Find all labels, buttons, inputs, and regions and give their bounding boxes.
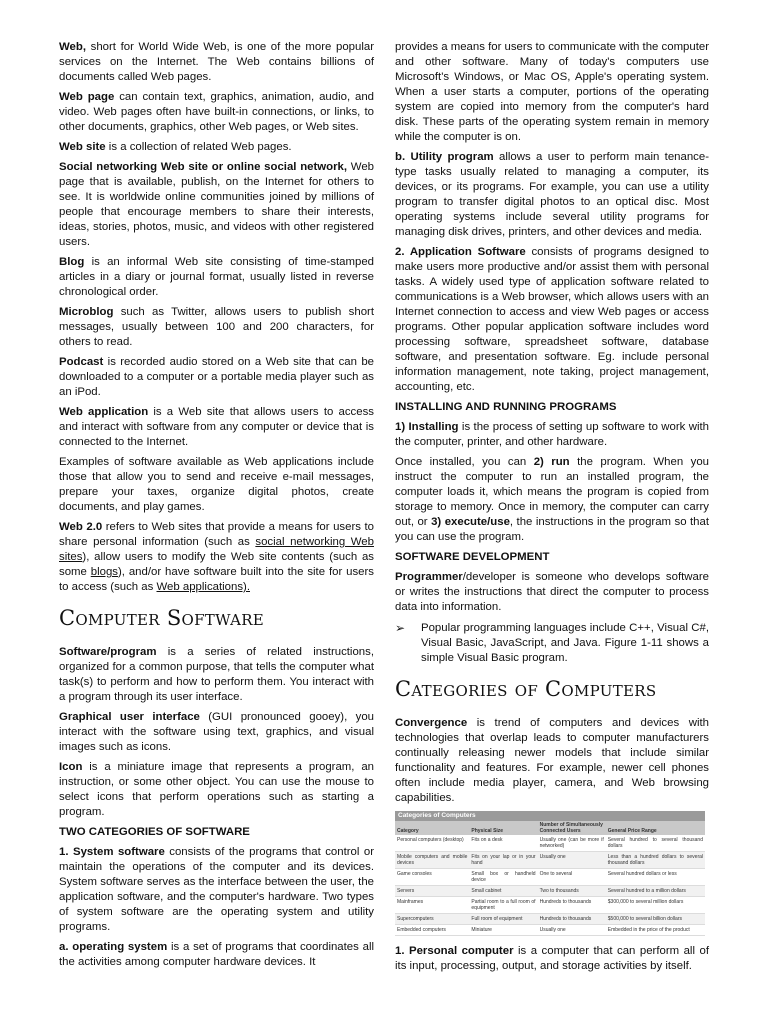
paragraph-os-continued: provides a means for users to communicate with the computer and other software. Many of today's computers use Microsoft's Windows, or Mac OS, Apple's operating system. When a user starts a computer, portions of the operating system are copied into memory from the computer's hard disk. These parts of the operating system remain in memory while the computer is on. <box>395 41 710 143</box>
subhead-software-development: SOFTWARE DEVELOPMENT <box>395 551 550 563</box>
table-cell: Game consoles <box>395 869 469 886</box>
paragraph-web-page <box>59 90 374 135</box>
term-operating-system: a. operating system <box>59 941 168 953</box>
paragraph-application-software <box>395 245 709 395</box>
table-cell: Partial room to a full room of equipment <box>469 897 537 914</box>
heading-categories-of-computers: Categories of Computers <box>395 677 657 701</box>
table-header-cell: Category <box>395 821 469 835</box>
term-social-network: Social networking Web site or online social network, <box>59 161 348 173</box>
table-header-row <box>395 821 705 835</box>
table-cell: Miniature <box>469 925 537 936</box>
table-row <box>395 914 705 925</box>
paragraph-run <box>395 455 709 545</box>
paragraph-operating-system <box>59 940 374 970</box>
paragraph-blog <box>59 255 374 300</box>
text: allows a user to perform main tenance-type tasks usually related to managing a computer, its devices, or its programs. For example, you can use a utility program to transfer digital photos to an optical disc. Most operating systems include several utility programs for managing disk drives, printers, and other devices and media. <box>395 151 710 238</box>
text: is an informal Web site consisting of time-stamped articles in a diary or journal format, usually listed in reverse chronological order. <box>59 256 374 298</box>
text: consists of the programs that control or maintain the operations of the computer and its devices. System software serves as the interface between the user, the application software, and the computer's hardware. Two types of system software are the operating system and utility programs. <box>59 846 374 933</box>
paragraph-web <box>59 40 374 85</box>
table-cell: Several hundred dollars or less <box>606 869 705 886</box>
text: the program. When you instruct the computer to run an installed program, the computer loads it, which means the program is copied from storage to memory. Once in memory, the computer can carry out, or <box>395 456 709 528</box>
table-header-cell: General Price Range <box>606 821 705 835</box>
table-cell: Small cabinet <box>469 886 537 897</box>
paragraph-programmer <box>395 570 709 615</box>
term-installing: 1) Installing <box>395 421 459 433</box>
text: Web page that is available, publish, on the Internet for others to see. It is worldwide online communities joined by millions of people that encourage members to share their interests, ideas, stories, photos, music, and videos with other registered users. <box>59 161 374 248</box>
text: ), allow users to modify the Web site contents (such as some <box>59 551 374 578</box>
paragraph-social-network <box>59 160 374 250</box>
table-row <box>395 897 705 914</box>
categories-table <box>395 811 705 936</box>
text: can contain text, graphics, animation, audio, and video. Web pages often have built-in connections, or links, to other documents, graphics, other Web pages, or Web sites. <box>59 91 374 133</box>
table-header-cell: Number of Simultaneously Connected Users <box>538 821 606 835</box>
table-cell: Personal computers (desktop) <box>395 835 469 852</box>
table-header-cell: Physical Size <box>469 821 537 835</box>
text: ), and/or have software built into the site for users to access (such as <box>59 566 374 593</box>
table-cell: Usually one (can be more if networked) <box>538 835 606 852</box>
term-blog: Blog <box>59 256 85 268</box>
paragraph-personal-computer <box>395 944 709 974</box>
table-cell: $500,000 to several billion dollars <box>606 914 705 925</box>
table-row <box>395 886 705 897</box>
table-row <box>395 852 705 869</box>
term-web-2: Web 2.0 <box>59 521 103 533</box>
text: refers to Web sites that provide a means for users to share personal information (such as <box>59 521 374 548</box>
paragraph-convergence <box>395 716 709 806</box>
paragraph-system-software <box>59 845 374 935</box>
text: /developer is someone who develops software or writes the instructions that direct the computer to process data into information. <box>395 571 709 613</box>
term-run: 2) run <box>533 456 570 468</box>
link-social-networking: social networking Web sites <box>59 536 374 563</box>
text: short for World Wide Web, is one of the more popular services on the Internet. The Web contains billions of documents called Web pages. <box>59 41 374 83</box>
text: is recorded audio stored on a Web site that can be downloaded to a computer or a portable media player such as an iPod. <box>59 356 374 398</box>
term-execute: 3) execute/use <box>431 516 510 528</box>
term-personal-computer: 1. Personal computer <box>395 945 514 957</box>
term-gui: Graphical user interface <box>59 711 200 723</box>
text: is a collection of related Web pages. <box>105 141 292 153</box>
text: is a Web site that allows users to access and interact with software from any computer or device that is connected to the Internet. <box>59 406 374 448</box>
link-blogs: blogs <box>90 566 118 578</box>
term-icon: Icon <box>59 761 83 773</box>
categories-table-figure <box>395 811 705 936</box>
text: Once installed, you can <box>395 456 534 468</box>
paragraph-podcast <box>59 355 374 400</box>
subhead-installing: INSTALLING AND RUNNING PROGRAMS <box>395 401 617 413</box>
table-cell: Several hundred to a million dollars <box>606 886 705 897</box>
text: consists of programs designed to make users more productive and/or assist them with personal tasks. A widely used type of application software related to communications is a Web browser, which allows users with an Internet connection to access and view Web pages or access programs. Other popular application software includes word processing software, spreadsheet software, database software, and presentation software. Eg. include personal information management, note taking, project management, accounting, etc. <box>395 246 709 393</box>
paragraph-software <box>59 645 374 705</box>
table-cell: Servers <box>395 886 469 897</box>
term-podcast: Podcast <box>59 356 104 368</box>
text: , the instructions in the program so that you can use the program. <box>395 516 710 543</box>
paragraph-microblog <box>59 305 374 350</box>
right-column <box>395 40 709 979</box>
table-cell: Fits on your lap or in your hand <box>469 852 537 869</box>
table-cell: Full room of equipment <box>469 914 537 925</box>
term-web: Web, <box>59 41 87 53</box>
term-convergence: Convergence <box>395 717 468 729</box>
bullet-text: Popular programming languages include C++, Visual C#, Visual Basic, JavaScript, and Java. Figure 1-11 shows a simple Visual Basic program. <box>421 622 709 664</box>
table-cell: Embedded in the price of the product <box>606 925 705 936</box>
paragraph-examples: Examples of software available as Web applications include those that allow you to send and receive e-mail messages, prepare your taxes, organize digital photos, create documents, and play games. <box>59 456 374 513</box>
text: is the process of setting up software to work with the computer, printer, and other hardware. <box>395 421 709 448</box>
link-web-applications: Web applications). <box>156 581 250 593</box>
heading-computer-software: Computer Software <box>59 606 265 630</box>
table-cell: Mainframes <box>395 897 469 914</box>
term-web-page: Web page <box>59 91 115 103</box>
text: is a miniature image that represents a program, an instruction, or some other object. You can use the mouse to select icons that perform operations such as starting a program. <box>59 761 374 818</box>
table-cell: Supercomputers <box>395 914 469 925</box>
table-cell: Small box or handheld device <box>469 869 537 886</box>
term-utility: b. Utility program <box>395 151 494 163</box>
text: such as Twitter, allows users to publish short messages, usually between 100 and 200 characters, for others to read. <box>59 306 374 348</box>
table-cell: Usually one <box>538 852 606 869</box>
paragraph-web-application <box>59 405 374 450</box>
table-cell: Usually one <box>538 925 606 936</box>
term-web-application: Web application <box>59 406 149 418</box>
table-row <box>395 925 705 936</box>
text: is a computer that can perform all of its input, processing, output, and storage activities by itself. <box>395 945 709 972</box>
table-row <box>395 835 705 852</box>
table-cell: Hundreds to thousands <box>538 914 606 925</box>
table-title: Categories of Computers <box>395 811 705 821</box>
table-cell: Fits on a desk <box>469 835 537 852</box>
term-application-software: 2. Application Software <box>395 246 526 258</box>
term-web-site: Web site <box>59 141 106 153</box>
paragraph-icon <box>59 760 374 820</box>
table-cell: Mobile computers and mobile devices <box>395 852 469 869</box>
arrow-bullet-icon: ➢ <box>395 621 406 635</box>
paragraph-gui <box>59 710 374 755</box>
text: is trend of computers and devices with technologies that overlap leads to computer manufacturers continually releasing newer models that include similar functionality and features. For example, newer cell phones often include media player, camera, and Web browsing capabilities. <box>395 717 709 804</box>
paragraph-installing <box>395 420 709 450</box>
table-cell: Embedded computers <box>395 925 469 936</box>
table-cell: Less than a hundred dollars to several thousand dollars <box>606 852 705 869</box>
table-cell: One to several <box>538 869 606 886</box>
paragraph-utility <box>395 150 709 240</box>
term-system-software: 1. System software <box>59 846 165 858</box>
bullet-languages <box>395 621 709 666</box>
subhead-two-categories: TWO CATEGORIES OF SOFTWARE <box>59 826 250 838</box>
left-column <box>59 40 374 975</box>
term-microblog: Microblog <box>59 306 114 318</box>
paragraph-web-site <box>59 140 374 155</box>
term-software: Software/program <box>59 646 157 658</box>
text: is a set of programs that coordinates all the activities among computer hardware devices. It <box>59 941 375 968</box>
paragraph-web-2 <box>59 520 374 595</box>
table-cell: Hundreds to thousands <box>538 897 606 914</box>
table-row <box>395 869 705 886</box>
table-cell: Two to thousands <box>538 886 606 897</box>
text: (GUI pronounced gooey), you interact with the software using text, graphics, and visual images such as icons. <box>59 711 374 753</box>
text: is a series of related instructions, organized for a common purpose, that tells the computer what task(s) to perform and how to perform them. You interact with a program through its user interface. <box>59 646 374 703</box>
term-programmer: Programmer <box>395 571 463 583</box>
table-cell: Several hundred to several thousand dollars <box>606 835 705 852</box>
table-cell: $300,000 to several million dollars <box>606 897 705 914</box>
